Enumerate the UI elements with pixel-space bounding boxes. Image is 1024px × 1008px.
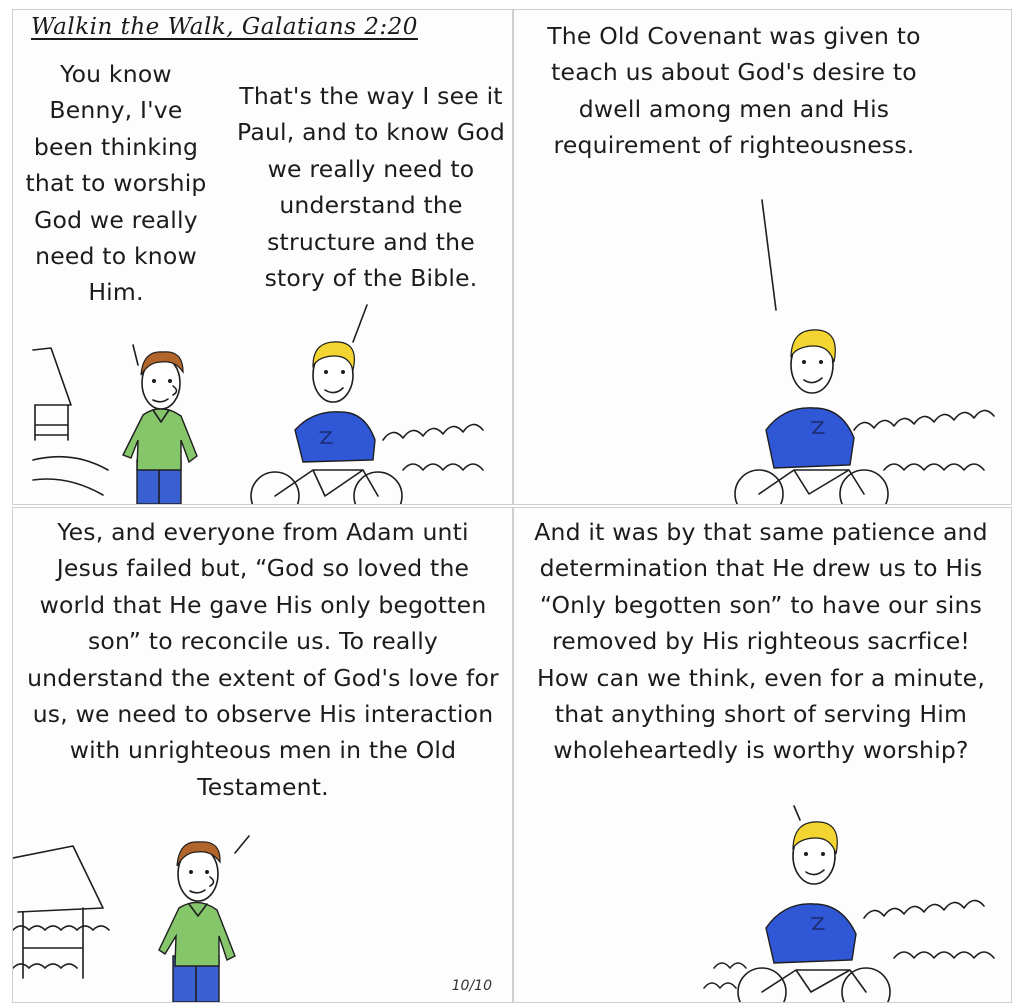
bushes-drawing <box>864 900 994 958</box>
benny-character <box>738 822 890 1002</box>
page-number: 10/10 <box>451 978 492 994</box>
panel-1-art <box>13 10 512 504</box>
comic-panel-2 <box>513 9 1012 505</box>
paul-character <box>159 842 235 1002</box>
speech-tail <box>794 806 800 820</box>
comic-panel-4 <box>513 507 1012 1003</box>
speech-tail <box>235 836 249 853</box>
comic-title: Walkin the Walk, Galatians 2:20 <box>31 14 418 40</box>
ground-line <box>33 457 108 495</box>
comic-panel-3 <box>12 507 513 1003</box>
comic-panel-1 <box>12 9 513 505</box>
speech-tail <box>353 305 367 342</box>
bushes-drawing <box>13 926 109 968</box>
speech-text-benny: The Old Covenant was given to teach us about God's desire to dwell among men and His requirement of righteousness. <box>547 22 921 160</box>
speech-text-benny: And it was by that same patience and determination that He drew us to His “Only begotten son” to have our sins removed by His righteous sacrfice! How can we think, even for a minute, that anything short of serving Him wholeheartedly is worthy worship? <box>534 518 988 765</box>
house-drawing <box>13 846 103 978</box>
benny-character <box>735 330 888 504</box>
speech-text-paul: Yes, and everyone from Adam unti Jesus failed but, “God so loved the world that He gave His only begotten son” to reconcile us. To really understand the extent of God's love for us, we need to observe His interaction with unrighteous men in the Old Testament. <box>27 518 499 801</box>
bushes-drawing <box>854 410 994 470</box>
house-drawing <box>33 348 71 440</box>
speech-text-benny: That's the way I see it Paul, and to know God we really need to understand the structure and the story of the Bible. <box>237 82 505 293</box>
panel-3-art <box>13 508 512 1002</box>
bushes-drawing <box>383 424 483 470</box>
speech-tail <box>133 345 138 365</box>
paul-character <box>123 352 197 504</box>
panel-4-art <box>514 508 1011 1002</box>
benny-character <box>251 342 402 504</box>
speech-text-paul: You know Benny, I've been thinking that to worship God we really need to know Him. <box>25 60 207 307</box>
panel-2-art <box>514 10 1011 504</box>
speech-tail <box>762 200 776 310</box>
